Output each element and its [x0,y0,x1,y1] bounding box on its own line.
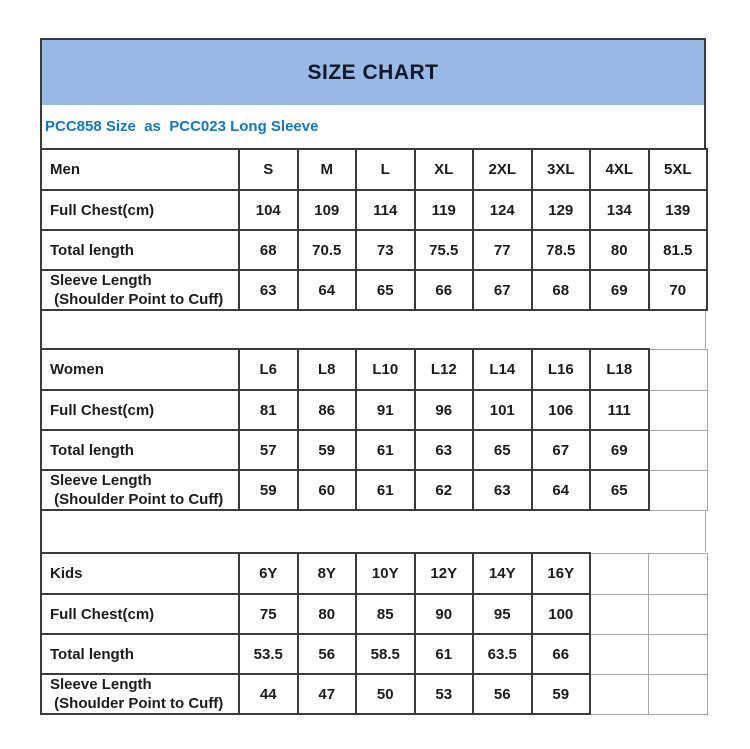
value-cell: 66 [532,634,591,674]
value-cell: 59 [239,470,298,510]
value-cell: 64 [532,470,591,510]
value-cell: 65 [356,270,415,310]
row-label-subline: (Shoulder Point to Cuff) [50,291,224,308]
row-label: Full Chest(cm) [50,401,155,419]
women-size-table [40,348,708,511]
size-header-cell: 3XL [532,149,591,190]
spacer-row [40,511,706,552]
value-cell: 47 [298,674,357,714]
value-cell: 60 [298,470,357,510]
empty-cell [649,349,708,390]
row-label: Full Chest(cm) [50,201,155,219]
size-header-cell: 8Y [298,553,357,594]
size-header-cell: 4XL [590,149,649,190]
empty-cell [649,634,708,674]
value-cell: 63 [239,270,298,310]
value-cell: 65 [590,470,649,510]
size-header-cell: 5XL [649,149,708,190]
kids-size-table [40,552,708,715]
group-label: Women [41,349,239,390]
empty-cell [590,594,649,634]
size-header-cell: L8 [298,349,357,390]
size-header-row [41,553,707,594]
value-cell: 63 [473,470,532,510]
value-cell: 104 [239,190,298,230]
subtitle-row [40,105,706,148]
size-header-cell: L12 [415,349,474,390]
size-header-cell: M [298,149,357,190]
row-label-subline: (Shoulder Point to Cuff) [50,695,224,712]
value-cell: 106 [532,390,591,430]
value-cell: 75.5 [415,230,474,270]
men-size-table [40,148,708,311]
measurement-row [41,470,707,510]
value-cell: 62 [415,470,474,510]
value-cell: 96 [415,390,474,430]
value-cell: 109 [298,190,357,230]
size-header-cell: 14Y [473,553,532,594]
row-label-cell [41,674,239,714]
value-cell: 56 [473,674,532,714]
group-label: Kids [41,553,239,594]
row-label-subline: (Shoulder Point to Cuff) [50,491,224,508]
row-label: Total length [50,645,134,663]
row-label-cell [41,594,239,634]
size-header-cell: 6Y [239,553,298,594]
size-header-cell: L [356,149,415,190]
value-cell: 57 [239,430,298,470]
value-cell: 61 [415,634,474,674]
page-title: SIZE CHART [307,60,439,84]
row-label-cell [41,430,239,470]
value-cell: 100 [532,594,591,634]
value-cell: 69 [590,270,649,310]
size-header-cell: S [239,149,298,190]
empty-cell [590,674,649,714]
measurement-row [41,634,707,674]
value-cell: 73 [356,230,415,270]
row-label: Sleeve Length [50,272,152,289]
size-header-cell: L14 [473,349,532,390]
measurement-row [41,674,707,714]
empty-cell [649,674,708,714]
value-cell: 90 [415,594,474,634]
value-cell: 114 [356,190,415,230]
empty-cell [649,390,708,430]
group-label: Men [41,149,239,190]
value-cell: 44 [239,674,298,714]
size-header-cell: 16Y [532,553,591,594]
size-header-cell: 2XL [473,149,532,190]
value-cell: 78.5 [532,230,591,270]
row-label: Full Chest(cm) [50,605,155,623]
value-cell: 53 [415,674,474,714]
measurement-row [41,594,707,634]
value-cell: 86 [298,390,357,430]
value-cell: 80 [298,594,357,634]
row-label: Sleeve Length [50,472,152,489]
value-cell: 75 [239,594,298,634]
size-header-cell: L6 [239,349,298,390]
value-cell: 91 [356,390,415,430]
value-cell: 95 [473,594,532,634]
value-cell: 77 [473,230,532,270]
row-label: Sleeve Length [50,676,152,693]
subtitle-text: PCC858 Size as PCC023 Long Sleeve [45,118,319,135]
value-cell: 134 [590,190,649,230]
value-cell: 65 [473,430,532,470]
row-label: Total length [50,241,134,259]
value-cell: 64 [298,270,357,310]
row-label: Total length [50,441,134,459]
size-header-row [41,149,707,190]
value-cell: 69 [590,430,649,470]
size-chart-sheet [40,38,706,715]
size-header-row [41,349,707,390]
value-cell: 70 [649,270,708,310]
size-header-cell: 10Y [356,553,415,594]
value-cell: 61 [356,430,415,470]
value-cell: 139 [649,190,708,230]
size-header-cell: 12Y [415,553,474,594]
measurement-row [41,390,707,430]
empty-cell [590,553,649,594]
value-cell: 70.5 [298,230,357,270]
value-cell: 59 [298,430,357,470]
value-cell: 80 [590,230,649,270]
value-cell: 124 [473,190,532,230]
empty-cell [649,553,708,594]
value-cell: 68 [532,270,591,310]
value-cell: 68 [239,230,298,270]
value-cell: 129 [532,190,591,230]
value-cell: 50 [356,674,415,714]
measurement-row [41,430,707,470]
empty-cell [649,470,708,510]
value-cell: 119 [415,190,474,230]
value-cell: 67 [473,270,532,310]
value-cell: 63 [415,430,474,470]
row-label-cell [41,390,239,430]
value-cell: 53.5 [239,634,298,674]
row-label-cell [41,270,239,310]
size-header-cell: L10 [356,349,415,390]
value-cell: 59 [532,674,591,714]
empty-cell [649,594,708,634]
value-cell: 58.5 [356,634,415,674]
measurement-row [41,190,707,230]
title-bar [40,38,706,105]
size-header-cell: L18 [590,349,649,390]
empty-cell [649,430,708,470]
measurement-row [41,230,707,270]
size-header-cell: XL [415,149,474,190]
empty-cell [590,634,649,674]
row-label-cell [41,470,239,510]
size-header-cell: L16 [532,349,591,390]
spacer-row [40,311,706,348]
row-label-cell [41,230,239,270]
value-cell: 101 [473,390,532,430]
row-label-cell [41,190,239,230]
value-cell: 81.5 [649,230,708,270]
value-cell: 56 [298,634,357,674]
row-label-cell [41,634,239,674]
value-cell: 67 [532,430,591,470]
value-cell: 111 [590,390,649,430]
value-cell: 63.5 [473,634,532,674]
value-cell: 81 [239,390,298,430]
value-cell: 66 [415,270,474,310]
value-cell: 61 [356,470,415,510]
measurement-row [41,270,707,310]
value-cell: 85 [356,594,415,634]
